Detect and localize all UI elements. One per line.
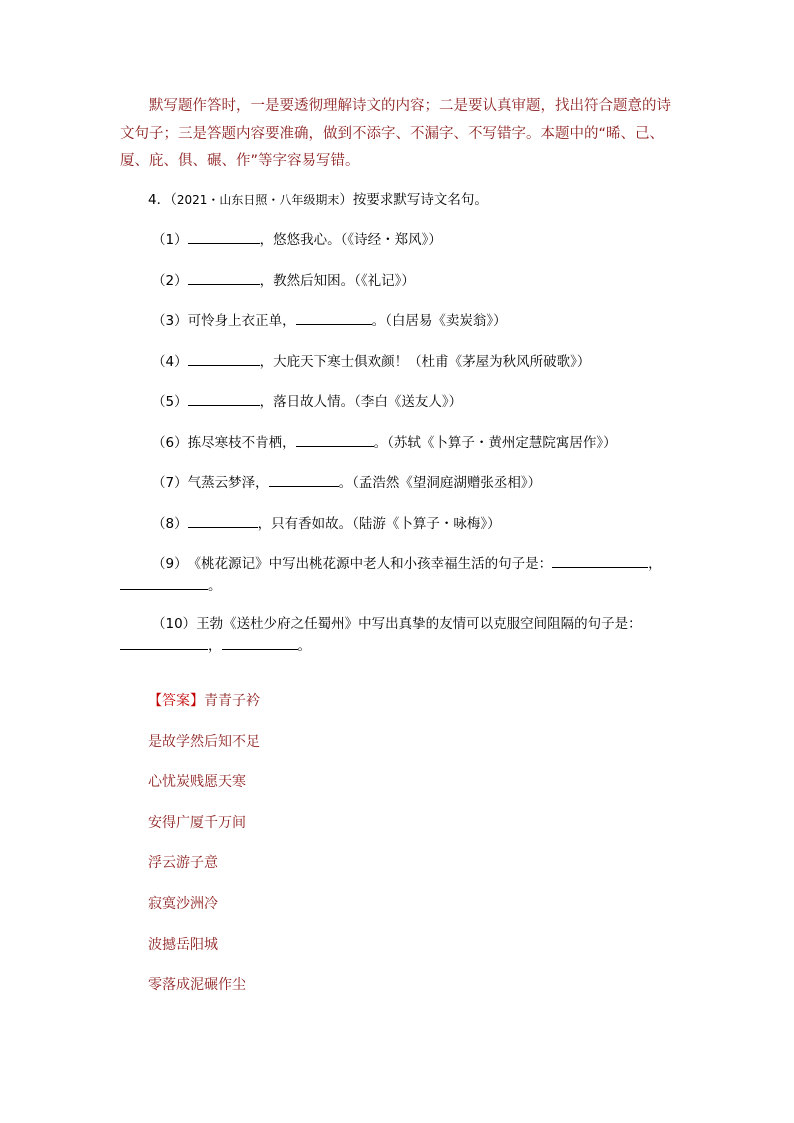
fill-in-items bbox=[120, 229, 680, 673]
item-text: ，教然后知困。（《礼记》） bbox=[259, 272, 415, 289]
item-text: 。（孟浩然《望洞庭湖赠张丞相》） bbox=[338, 475, 542, 491]
item-text: ，悠悠我心。（《诗经・郑风》） bbox=[259, 232, 442, 248]
item-number: （1） bbox=[152, 232, 188, 248]
list-item bbox=[120, 310, 680, 351]
answer-blank[interactable] bbox=[222, 635, 298, 650]
list-item bbox=[120, 351, 680, 392]
item-number: （5） bbox=[152, 394, 188, 410]
list-item bbox=[120, 432, 680, 473]
item-text: 王勃《送杜少府之任蜀州》中写出真挚的友情可以克服空间阻隔的句子是： bbox=[196, 616, 642, 632]
list-item bbox=[120, 553, 680, 597]
question-prompt: 按要求默写诗文名句。 bbox=[352, 192, 488, 208]
item-number: （4） bbox=[152, 353, 188, 370]
item-text: 可怜身上衣正单， bbox=[187, 313, 296, 329]
answer-blank[interactable] bbox=[120, 635, 208, 650]
answer-blank[interactable] bbox=[188, 391, 260, 406]
answer-blank[interactable] bbox=[552, 553, 648, 568]
item-number: （6） bbox=[152, 434, 188, 451]
list-item bbox=[120, 613, 680, 657]
answer-blank[interactable] bbox=[296, 432, 374, 447]
answer-line bbox=[148, 690, 260, 731]
answer-blank[interactable] bbox=[269, 472, 339, 487]
item-text: ，大庇天下寒士俱欢颜！（杜甫《茅屋为秋风所破歌》） bbox=[259, 353, 591, 370]
item-text: 。（白居易《卖炭翁》） bbox=[371, 313, 507, 329]
analysis-paragraph: 默写题作答时，一是要透彻理解诗文的内容；二是要认真审题，找出符合题意的诗文句子；三是答题内容要准确，做到不添字、不漏字、不写错字。本题中的“晞、己、厦、庇、俱、碾、作”等字容易写错。 bbox=[120, 98, 671, 169]
list-item bbox=[120, 270, 680, 311]
answer-blank[interactable] bbox=[188, 270, 260, 285]
item-text: ，落日故人情。（李白《送友人》） bbox=[259, 394, 463, 410]
source-open: （ bbox=[170, 192, 177, 208]
answer-blank[interactable] bbox=[188, 229, 260, 244]
item-text: 。（苏轼《卜算子・黄州定慧院寓居作》） bbox=[373, 434, 617, 451]
answer-line: 安得广厦千万间 bbox=[148, 814, 246, 831]
item-text: 气蒸云梦泽， bbox=[187, 475, 269, 491]
item-number: （3） bbox=[152, 313, 188, 329]
answer-line: 寂寞沙洲冷 bbox=[148, 895, 218, 912]
question-number: 4． bbox=[148, 192, 171, 208]
answer-blank[interactable] bbox=[120, 575, 208, 590]
list-item bbox=[120, 391, 680, 432]
item-separator: ， bbox=[208, 638, 222, 654]
item-text: 拣尽寒枝不肯栖， bbox=[187, 434, 296, 451]
answer-line: 零落成泥碾作尘 bbox=[148, 977, 246, 994]
list-item bbox=[120, 229, 680, 270]
answer-section bbox=[148, 690, 260, 1015]
item-text: 《桃花源记》中写出桃花源中老人和小孩幸福生活的句子是： bbox=[187, 556, 553, 572]
item-number: （8） bbox=[152, 515, 188, 532]
question-source: 2021・山东日照・八年级期末 bbox=[176, 193, 340, 207]
item-text: 。 bbox=[297, 638, 311, 654]
answer-blank[interactable] bbox=[188, 351, 260, 366]
item-text: ，只有香如故。（陆游《卜算子・咏梅》） bbox=[257, 515, 501, 532]
item-number: （9） bbox=[152, 556, 188, 572]
answer-label: 【答案】 bbox=[148, 693, 204, 709]
answer-line: 波撼岳阳城 bbox=[148, 936, 218, 953]
item-number: （2） bbox=[152, 272, 188, 289]
answer-text: 青青子衿 bbox=[204, 693, 260, 709]
list-item bbox=[120, 513, 680, 554]
item-text: 。 bbox=[208, 578, 222, 594]
answer-blank[interactable] bbox=[296, 310, 372, 325]
item-separator: ， bbox=[648, 556, 662, 572]
answer-line: 心忧炭贱愿天寒 bbox=[148, 774, 246, 791]
item-number: （7） bbox=[152, 475, 188, 491]
question-stem bbox=[148, 189, 488, 211]
answer-blank[interactable] bbox=[188, 513, 258, 528]
answer-line: 是故学然后知不足 bbox=[148, 733, 260, 750]
list-item bbox=[120, 472, 680, 513]
answer-line: 浮云游子意 bbox=[148, 855, 218, 872]
source-close: ） bbox=[339, 192, 353, 208]
item-number: （10） bbox=[152, 616, 197, 632]
